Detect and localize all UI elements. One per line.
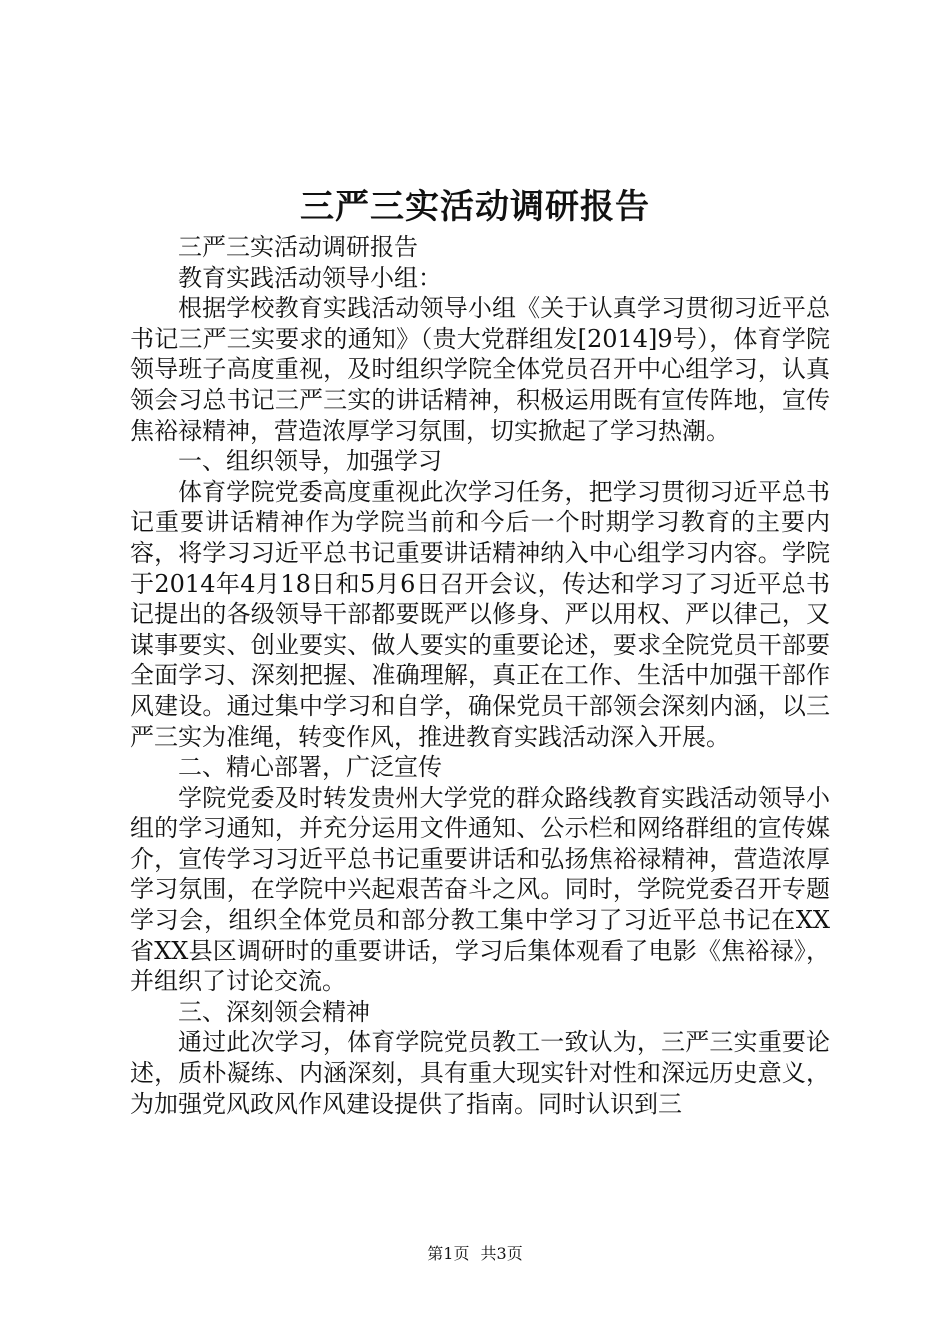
section-heading-1: 一、组织领导，加强学习 (178, 447, 442, 476)
document-title: 三严三实活动调研报告 (300, 187, 650, 227)
salutation: 教育实践活动领导小组： (178, 263, 442, 292)
paragraph-intro: 根据学校教育实践活动领导小组《关于认真学习贯彻习近平总书记三严三实要求的通知》（贵大党群组发[2014]9号），体育学院领导班子高度重视，及时组织学院全体党员召开中心组学习，认真领会习总书记三严三实的讲话精神，积极运用既有宣传阵地，宣传焦裕禄精神，营造浓厚学习氛围，切实掀起了学习热潮。 (130, 294, 830, 445)
section-heading-3: 三、深刻领会精神 (178, 997, 370, 1026)
document-body (130, 232, 830, 1119)
page-number: 第1页 (427, 1244, 470, 1263)
paragraph-section-2: 学院党委及时转发贵州大学党的群众路线教育实践活动领导小组的学习通知，并充分运用文件通知、公示栏和网络群组的宣传媒介，宣传学习习近平总书记重要讲话和弘扬焦裕禄精神，营造浓厚学习氛围，在学院中兴起艰苦奋斗之风。同时，学院党委召开专题学习会，组织全体党员和部分教工集中学习了习近平总书记在XX省XX县区调研时的重要讲话，学习后集体观看了电影《焦裕禄》，并组织了讨论交流。 (130, 783, 830, 996)
page-footer (0, 1242, 950, 1266)
body-heading: 三严三实活动调研报告 (178, 233, 418, 261)
page-total: 共3页 (480, 1244, 523, 1263)
paragraph-section-3: 通过此次学习，体育学院党员教工一致认为，三严三实重要论述，质朴凝练、内涵深刻，具有重大现实针对性和深远历史意义，为加强党风政风作风建设提供了指南。同时认识到三 (130, 1028, 830, 1118)
section-heading-2: 二、精心部署，广泛宣传 (178, 753, 442, 782)
paragraph-section-1: 体育学院党委高度重视此次学习任务，把学习贯彻习近平总书记重要讲话精神作为学院当前和今后一个时期学习教育的主要内容，将学习习近平总书记重要讲话精神纳入中心组学习内容。学院于2014年4月18日和5月6日召开会议，传达和学习了习近平总书记提出的各级领导干部都要既严以修身、严以用权、严以律己，又谋事要实、创业要实、做人要实的重要论述，要求全院党员干部要全面学习、深刻把握、准确理解，真正在工作、生活中加强干部作风建设。通过集中学习和自学，确保党员干部领会深刻内涵，以三严三实为准绳，转变作风，推进教育实践活动深入开展。 (130, 477, 830, 751)
